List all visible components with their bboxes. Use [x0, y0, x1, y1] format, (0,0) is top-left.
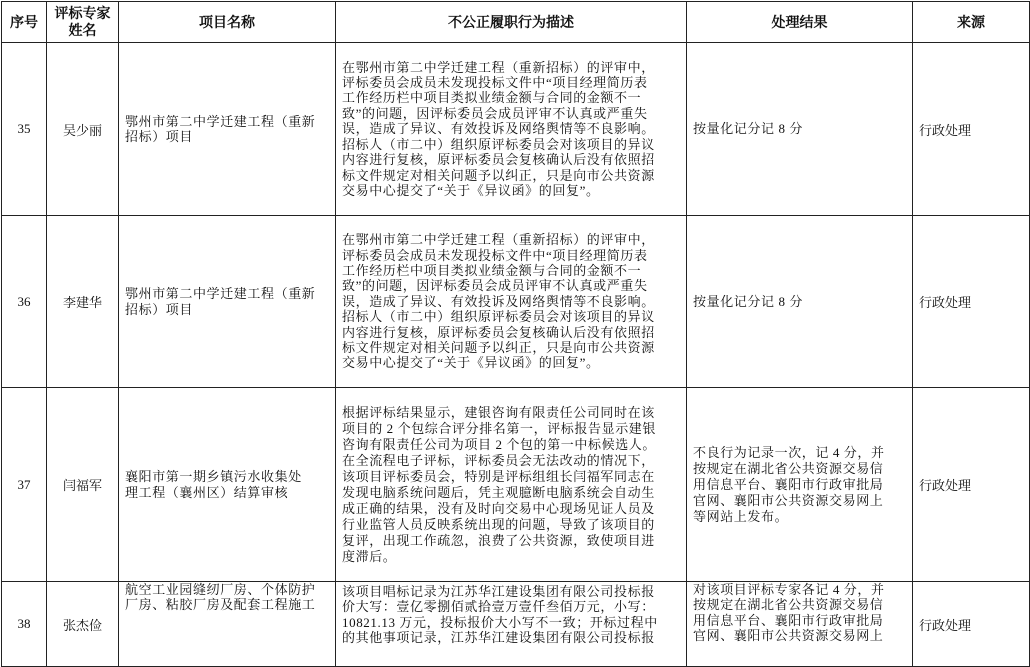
handling-result [687, 388, 913, 582]
expert-name: 张杰俭 [47, 582, 119, 667]
handling-result-line: 按量化记分记 8 分 [693, 121, 804, 137]
handling-result-line: 对该项目评标专家各记 4 分，并 [693, 582, 885, 597]
misconduct-description-line: 在鄂州市第二中学迁建工程（重新招标）的评审中， [342, 232, 655, 248]
project-name-line: 鄂州市第二中学迁建工程（重新 [125, 286, 316, 302]
project-name-line: 招标）项目 [125, 301, 194, 317]
header-source: 来源 [913, 2, 1030, 43]
row-number: 36 [2, 216, 47, 388]
misconduct-description-line: 误，造成了异议、有效投诉及网络舆情等不良影响。 [342, 121, 655, 137]
expert-name: 闫福军 [47, 388, 119, 582]
source: 行政处理 [913, 216, 1030, 388]
misconduct-description-line: 发现电脑系统问题后，凭主观臆断电脑系统会自动生 [342, 484, 655, 500]
project-name-line: 厂房、粘胶厂房及配套工程施工 [125, 597, 316, 613]
misconduct-description [336, 216, 687, 388]
misconduct-description-line: 招标人（市二中）组织原评标委员会对该项目的异议 [342, 136, 655, 152]
misconduct-description-line: 成正确的结果，没有及时向交易中心现场见证人员及 [342, 500, 655, 516]
misconduct-description-line: 交易中心提交了“关于《异议函》的回复”。 [342, 182, 600, 198]
project-name-line: 理工程（襄州区）结算审核 [125, 484, 289, 500]
project-name [119, 43, 336, 216]
handling-result-line: 按规定在湖北省公共资源交易信 [693, 460, 884, 476]
row-number: 38 [2, 582, 47, 667]
header-result: 处理结果 [687, 2, 913, 43]
table-row [2, 388, 1030, 582]
header-expert [47, 2, 119, 43]
misconduct-description-line: 根据评标结果显示，建银咨询有限责任公司同时在该 [342, 404, 655, 420]
misconduct-description-line: 在全流程电子评标，评标委员会无法改动的情况下， [342, 452, 655, 468]
handling-result-line: 官网、襄阳市公共资源交易网上 [693, 628, 884, 644]
handling-result-line: 按规定在湖北省公共资源交易信 [693, 597, 884, 613]
source: 行政处理 [913, 43, 1030, 216]
misconduct-description-line: 致”的问题，因评标委员会成员评审不认真或严重失 [342, 278, 648, 294]
misconduct-description-line: 评标委员会成员未发现投标文件中“项目经理简历表 [342, 75, 648, 91]
handling-result-line: 按量化记分记 8 分 [693, 293, 804, 309]
project-name [119, 388, 336, 582]
misconduct-description-line: 该项目唱标记录为江苏华江建设集团有限公司投标报 [342, 584, 655, 599]
project-name [119, 216, 336, 388]
misconduct-description-line: 交易中心提交了“关于《异议函》的回复”。 [342, 355, 600, 371]
misconduct-description-line: 内容进行复核，原评标委员会复核确认后没有依照招 [342, 324, 655, 340]
source: 行政处理 [913, 582, 1030, 667]
project-name-line: 航空工业园缝纫厂房、个体防护 [125, 582, 316, 597]
misconduct-description [336, 43, 687, 216]
misconduct-description-line: 复评，出现工作疏忽，浪费了公共资源，致使项目进 [342, 532, 655, 548]
misconduct-description-line: 度滞后。 [342, 548, 397, 564]
table-header-row [2, 2, 1030, 43]
handling-result [687, 216, 913, 388]
expert-name: 李建华 [47, 216, 119, 388]
handling-result-line: 不良行为记录一次，记 4 分，并 [693, 444, 885, 460]
misconduct-description-line: 招标人（市二中）组织原评标委员会对该项目的异议 [342, 309, 655, 325]
project-name-line: 襄阳市第一期乡镇污水收集处 [125, 468, 302, 484]
misconduct-description-line: 内容进行复核，原评标委员会复核确认后没有依照招 [342, 152, 655, 168]
misconduct-description-line: 咨询有限责任公司为项目 2 个包的第一中标候选人。 [342, 436, 657, 452]
header-expert-text: 评标专家姓名 [54, 5, 111, 38]
misconduct-description-line: 项目的 2 个包综合评分排名第一，评标报告显示建银 [342, 420, 657, 436]
misconduct-description-line: 工作经历栏中项目类拟业绩金额与合同的金额不一 [342, 90, 642, 106]
misconduct-description-line: 误，造成了异议、有效投诉及网络舆情等不良影响。 [342, 293, 655, 309]
misconduct-description-line: 工作经历栏中项目类拟业绩金额与合同的金额不一 [342, 262, 642, 278]
misconduct-description-line: 行业监管人员反映系统出现的问题，导致了该项目的 [342, 516, 655, 532]
expert-name: 吴少丽 [47, 43, 119, 216]
misconduct-description-line: 致”的问题，因评标委员会成员评审不认真或严重失 [342, 105, 648, 121]
handling-result-line: 用信息平台、襄阳市行政审批局 [693, 612, 884, 628]
misconduct-description [336, 388, 687, 582]
misconduct-description-line: 的其他事项记录，江苏华江建设集团有限公司投标报 [342, 630, 655, 646]
row-number: 35 [2, 43, 47, 216]
misconduct-description-line: 10821.13 万元，投标报价大小写不一致；开标过程中 [342, 614, 658, 630]
project-name-line: 招标）项目 [125, 129, 194, 144]
table-row [2, 216, 1030, 388]
handling-result-line: 用信息平台、襄阳市行政审批局 [693, 476, 884, 492]
handling-result [687, 43, 913, 216]
header-project: 项目名称 [119, 2, 336, 43]
table-row [2, 43, 1030, 216]
header-description: 不公正履职行为描述 [336, 2, 687, 43]
misconduct-description-line: 标文件规定对相关问题予以纠正，只是向市公共资源 [342, 340, 655, 356]
misconduct-description-line: 价大写：壹亿零捌佰贰拾壹万壹仟叁佰万元，小写： [342, 599, 655, 615]
row-number: 37 [2, 388, 47, 582]
handling-result-line: 等网站上发布。 [693, 508, 789, 524]
misconduct-description-line: 该项目评标委员会，特别是评标组组长闫福军同志在 [342, 468, 655, 484]
violations-table [1, 1, 1030, 667]
misconduct-description-line: 标文件规定对相关问题予以纠正，只是向市公共资源 [342, 167, 655, 183]
header-no: 序号 [2, 2, 47, 43]
source: 行政处理 [913, 388, 1030, 582]
misconduct-description-line: 在鄂州市第二中学迁建工程（重新招标）的评审中， [342, 59, 655, 75]
project-name-line: 鄂州市第二中学迁建工程（重新 [125, 113, 316, 129]
handling-result-line: 官网、襄阳市公共资源交易网上 [693, 492, 884, 508]
misconduct-description-line: 评标委员会成员未发现投标文件中“项目经理简历表 [342, 247, 648, 263]
